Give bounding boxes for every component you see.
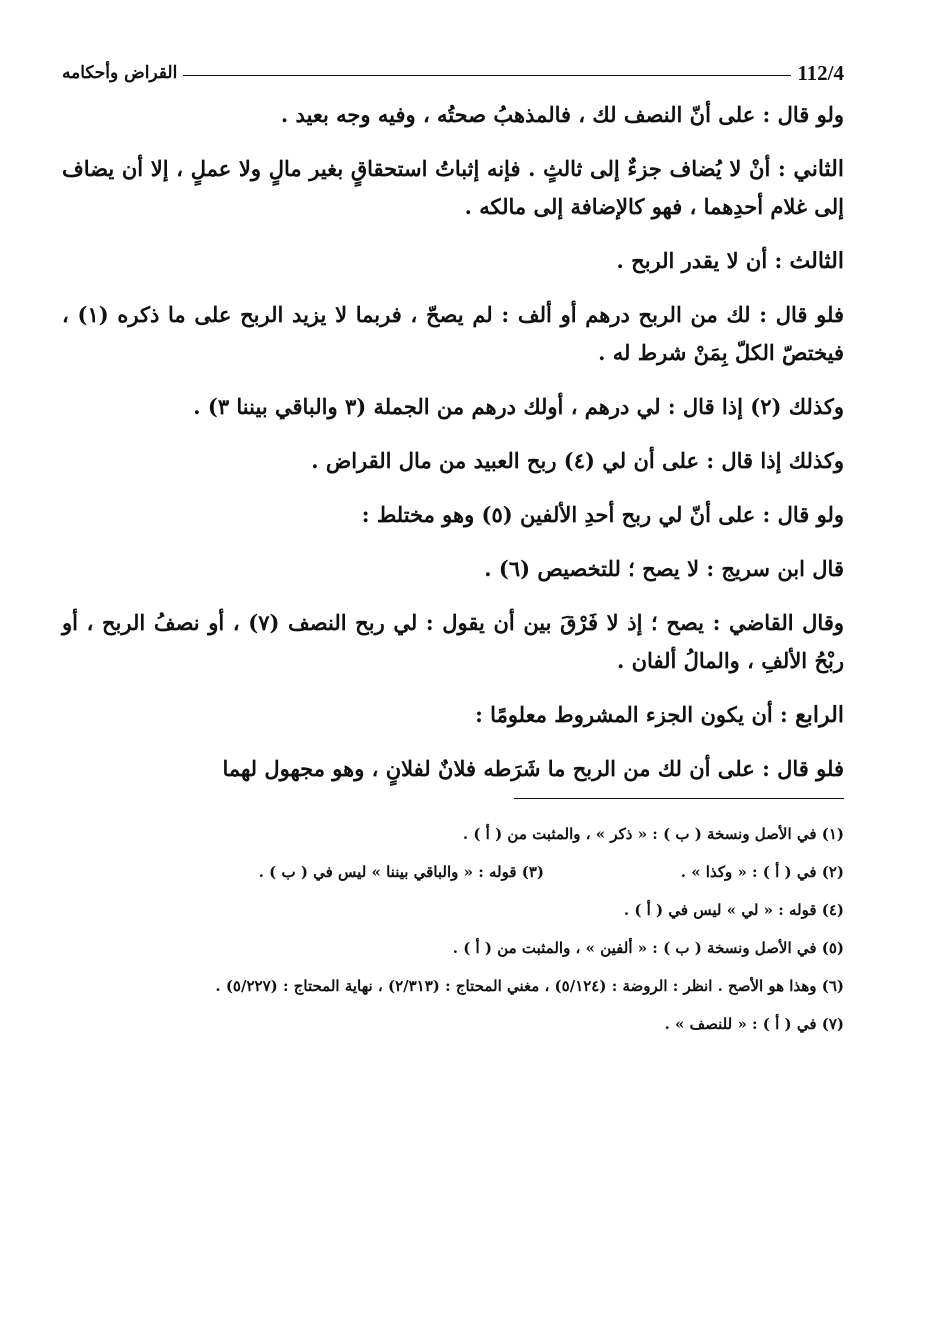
book-page — [62, 56, 844, 1043]
paragraph-9: وقال القاضي : يصح ؛ إذ لا فَرْقَ بين أن يقول : لي ربح النصف (٧) ، أو نصفُ الربح ، أو ربْحُ الألفِ ، والمالُ ألفان . — [62, 610, 845, 673]
paragraph-5: وكذلك (٢) إذا قال : لي درهم ، أولك درهم من الجملة (٣ والباقي بيننا ٣) . — [193, 394, 844, 419]
footnote-3: (٣) قوله : « والباقي بيننا » ليس في ( ب ) . — [258, 863, 544, 881]
footnotes — [62, 815, 844, 1043]
page-number: 112/4 — [797, 60, 844, 85]
footnote-2: (٢) في ( أ ) : « وكذا » . — [680, 863, 844, 881]
footnote-1: (١) في الأصل ونسخة ( ب ) : « ذكر » ، والمثبت من ( أ ) . — [462, 825, 844, 843]
paragraph-1: ولو قال : على أنّ النصف لك ، فالمذهبُ صحتُه ، وفيه وجه بعيد . — [280, 102, 844, 127]
running-header — [62, 56, 844, 90]
footnote-6: (٦) وهذا هو الأصح . انظر : الروضة : (٥/١٢٤) ، مغني المحتاج : (٢/٣١٣) ، نهاية المحتاج : (٥/٢٢٧) . — [215, 977, 844, 995]
paragraph-7: ولو قال : على أنّ لي ربح أحدِ الألفين (٥) وهو مختلط : — [361, 502, 844, 527]
book-title: القراض وأحكامه — [62, 63, 178, 83]
main-text — [62, 96, 844, 788]
header-rule — [183, 75, 791, 76]
footnote-row-2-3 — [62, 853, 844, 891]
section-heading-fourth: الرابع — [795, 702, 844, 728]
paragraph-3-text: : أن لا يقدر الربح . — [616, 248, 790, 273]
paragraph-2 — [62, 150, 844, 226]
paragraph-4: فلو قال : لك من الربح درهم أو ألف : لم يصحّ ، فربما لا يزيد الربح على ما ذكره (١) ، فيختصّ الكلّ بِمَنْ شرط له . — [62, 302, 844, 365]
paragraph-8: قال ابن سريج : لا يصح ؛ للتخصيص (٦) . — [484, 556, 844, 581]
section-heading-second: الثاني — [793, 156, 844, 182]
section-heading-third: الثالث — [789, 248, 844, 274]
footnote-4: (٤) قوله : « لي » ليس في ( أ ) . — [623, 901, 844, 919]
paragraph-3 — [62, 242, 844, 280]
footnote-7: (٧) في ( أ ) : « للنصف » . — [664, 1015, 844, 1033]
paragraph-11: فلو قال : على أن لك من الربح ما شَرَطه فلانٌ لفلانٍ ، وهو مجهول لهما — [222, 756, 844, 781]
paragraph-10-text: : أن يكون الجزء المشروط معلومًا : — [475, 702, 796, 727]
footnote-separator — [514, 798, 844, 799]
paragraph-6: وكذلك إذا قال : على أن لي (٤) ربح العبيد من مال القراض . — [311, 448, 844, 473]
footnote-5: (٥) في الأصل ونسخة ( ب ) : « ألفين » ، والمثبت من ( أ ) . — [452, 939, 844, 957]
paragraph-2-text: : أنْ لا يُضاف جزءٌ إلى ثالثٍ . فإنه إثباتُ استحقاقٍ بغير مالٍ ولا عملٍ ، إلا أن يضاف إلى غلام أحدِهما ، فهو كالإضافة إلى مالكه . — [62, 156, 844, 219]
paragraph-10 — [62, 696, 844, 734]
